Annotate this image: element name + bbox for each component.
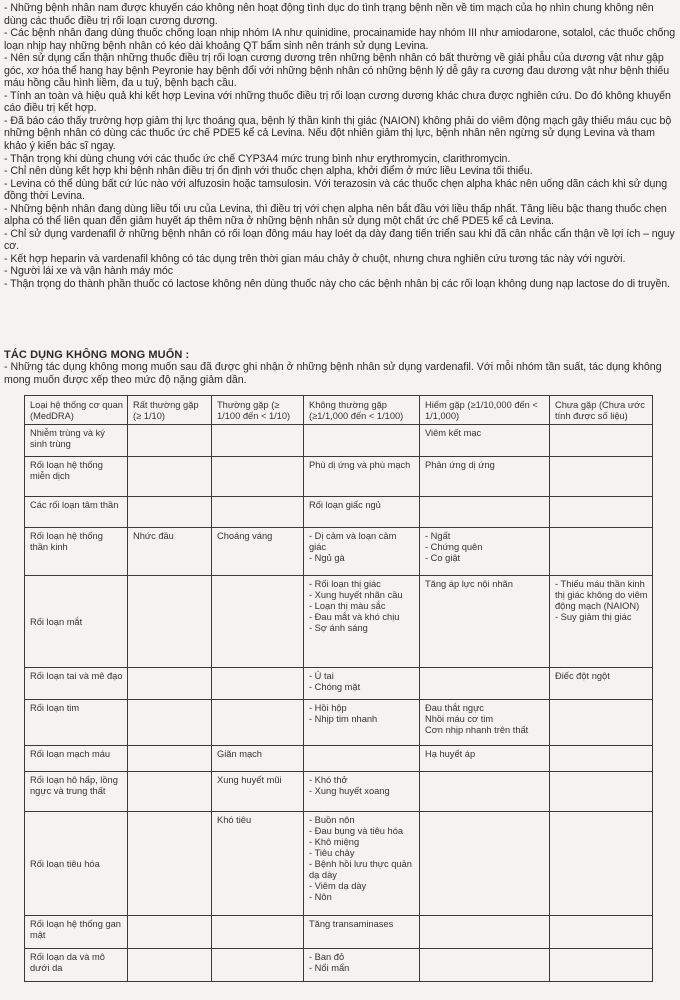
effect-item: Phản ứng dị ứng (425, 460, 495, 470)
precaution-paragraph: - Những bệnh nhân nam được khuyến cáo không nên hoạt động tình dục do tình trạng bệnh nền về tim mạch của họ nhìn chung không nên dùng các thuốc điều trị rối loạn cương dương. (4, 2, 654, 27)
common-cell (212, 576, 304, 668)
common-cell (212, 949, 304, 982)
table-row (25, 746, 653, 772)
organ-class-cell: Rối loạn hệ thống thần kinh (25, 528, 128, 576)
table-row (25, 668, 653, 700)
rare-cell (420, 425, 550, 457)
unknown-cell (550, 528, 653, 576)
common-cell (212, 916, 304, 949)
very-common-cell (128, 949, 212, 982)
effect-item: Rối loạn giấc ngủ (309, 500, 381, 510)
effect-item: Phù dị ứng và phù mạch (309, 460, 411, 470)
precaution-paragraph: - Tính an toàn và hiệu quả khi kết hợp Levina với những thuốc điều trị rối loạn cương dương khác chưa được nghiên cứu. Do đó không khuyến cáo điều trị kết hợp. (4, 89, 671, 115)
common-cell (212, 772, 304, 812)
organ-class-cell: Rối loạn hệ thống miễn dịch (25, 457, 128, 497)
common-cell (212, 700, 304, 746)
effect-item: - Rối loạn thị giác (309, 579, 381, 589)
effect-item: Nhồi máu cơ tim (425, 714, 494, 724)
effect-item: Cơn nhịp nhanh trên thất (425, 725, 529, 735)
effect-item: Khó tiêu (217, 815, 252, 825)
unknown-cell (550, 497, 653, 528)
effect-item: - Chóng mặt (309, 682, 361, 692)
precaution-paragraph: - Thận trọng khi dùng chung với các thuốc ức chế CYP3A4 mức trung bình như erythromycin, clarithromycin. (4, 152, 511, 165)
rare-cell (420, 497, 550, 528)
effect-item: Nhức đầu (133, 531, 174, 541)
section-title: TÁC DỤNG KHÔNG MONG MUỐN : (4, 349, 190, 361)
uncommon-cell (304, 425, 420, 457)
table-row (25, 700, 653, 746)
unknown-cell (550, 425, 653, 457)
unknown-cell (550, 668, 653, 700)
effect-item: - Đau mắt và khó chịu (309, 612, 400, 622)
rare-cell (420, 916, 550, 949)
table-row (25, 528, 653, 576)
organ-class-cell: Rối loạn da và mô dưới da (25, 949, 128, 982)
section-intro: - Những tác dụng không mong muốn sau đã được ghi nhận ở những bệnh nhân sử dụng vardenafil. Với mỗi nhóm tần suất, tác dụng không mong muốn được xếp theo mức độ nặng giảm dần. (4, 361, 662, 386)
effect-item: - Sợ ánh sáng (309, 623, 368, 633)
common-cell (212, 425, 304, 457)
header-uncommon: Không thường gặp (≥1/1,000 đến < 1/100) (304, 396, 420, 425)
effect-item: Hạ huyết áp (425, 749, 476, 759)
very-common-cell (128, 457, 212, 497)
effect-item: - Đau bụng và tiêu hóa (309, 826, 404, 836)
effect-item: - Dị cảm và loạn cảm giác (309, 531, 397, 552)
effect-item: Xung huyết mũi (217, 775, 282, 785)
rare-cell (420, 746, 550, 772)
unknown-cell (550, 949, 653, 982)
effect-item: Tăng áp lực nội nhãn (425, 579, 513, 589)
precaution-paragraph: - Nên sử dụng cẩn thận những thuốc điều trị rối loạn cương dương trên những bệnh nhân có bất thường về giải phẫu của dương vật như gập góc, xơ hóa thể hang hay bệnh Peyronie hay bệnh đổi với những bệnh nhân có những bệnh lý dễ gây ra cương đau dương vật như bệnh thiếu máu hồng cầu hình liềm, đa u tuỷ, bệnh bạch cầu. (4, 52, 670, 90)
organ-class-cell: Nhiễm trùng và ký sinh trùng (25, 425, 128, 457)
effect-item: - Chứng quên (425, 542, 483, 552)
header-unknown: Chưa gặp (Chưa ước tính được số liệu) (550, 396, 653, 425)
effect-item: - Loạn thị màu sắc (309, 601, 386, 611)
very-common-cell (128, 668, 212, 700)
organ-class-cell: Rối loạn tai và mê đạo (25, 668, 128, 700)
effect-item: Giãn mạch (217, 749, 262, 759)
precaution-paragraph: - Những bệnh nhân đang dùng liều tối ưu của Levina, thì điều trị với chẹn alpha nên bắt đầu với liều thấp nhất. Tăng liều bậc thang thuốc chẹn alpha có thể liên quan đến giảm huyết áp thêm nữa ở những bệnh nhân sử dụng một chất ức chế PDE5 kể cả Levina. (4, 202, 667, 228)
organ-class-cell: Các rối loạn tâm thần (25, 497, 128, 528)
very-common-cell (128, 916, 212, 949)
table-row (25, 425, 653, 457)
common-cell (212, 457, 304, 497)
precaution-paragraph: - Các bệnh nhân đang dùng thuốc chống loạn nhịp nhóm IA như quinidine, procainamide hay nhóm III như amiodarone, sotalol, các thuốc chống loạn nhịp hay những bệnh nhân có kéo dài khoảng QT bẩm sinh nên tránh sử dụng Levina. (4, 27, 676, 52)
header-very-common: Rất thường gặp (≥ 1/10) (128, 396, 212, 425)
precaution-paragraph: - Levina có thể dùng bất cứ lúc nào với alfuzosin hoặc tamsulosin. Với terazosin và các thuốc chẹn alpha khác nên uống dãn cách khi sử dụng đồng thời Levina. (4, 177, 668, 203)
unknown-cell (550, 812, 653, 916)
effect-item: - Tiêu chảy (309, 848, 355, 858)
common-cell (212, 812, 304, 916)
unknown-cell (550, 457, 653, 497)
effect-item: - Xung huyết xoang (309, 786, 390, 796)
uncommon-cell (304, 668, 420, 700)
effect-item: - Bệnh hồi lưu thực quản dạ dày (309, 859, 412, 880)
table-row (25, 949, 653, 982)
unknown-cell (550, 700, 653, 746)
effect-item: - Hồi hộp (309, 703, 347, 713)
effect-item: - Ngất (425, 531, 451, 541)
unknown-cell (550, 772, 653, 812)
table-header-row (25, 396, 653, 425)
effect-item: - Nhịp tim nhanh (309, 714, 378, 724)
very-common-cell (128, 772, 212, 812)
precaution-paragraph: - Thận trọng do thành phần thuốc có lactose không nên dùng thuốc này cho các bệnh nhân bị các rối loạn không dung nạp lactose do di truyền. (4, 278, 671, 291)
common-cell (212, 497, 304, 528)
organ-class-cell: Rối loạn tiêu hóa (25, 812, 128, 916)
rare-cell (420, 457, 550, 497)
uncommon-cell (304, 746, 420, 772)
uncommon-cell (304, 497, 420, 528)
table-row (25, 916, 653, 949)
very-common-cell (128, 812, 212, 916)
organ-class-cell: Rối loạn hệ thống gan mật (25, 916, 128, 949)
adverse-effects-table (24, 395, 653, 982)
unknown-cell (550, 916, 653, 949)
very-common-cell (128, 700, 212, 746)
effect-item: - Ngủ gà (309, 553, 345, 563)
table-row (25, 457, 653, 497)
rare-cell (420, 668, 550, 700)
effect-item: - Ù tai (309, 671, 334, 681)
uncommon-cell (304, 916, 420, 949)
organ-class-cell: Rối loạn tim (25, 700, 128, 746)
precaution-paragraph: - Chỉ sử dụng vardenafil ở những bệnh nhân có rối loạn đông máu hay loét dạ dày đang tiến triển sau khi đã cân nhắc cẩn thận về lợi ích – nguy cơ. (4, 227, 675, 253)
unknown-cell (550, 746, 653, 772)
very-common-cell (128, 497, 212, 528)
uncommon-cell (304, 457, 420, 497)
unknown-cell (550, 576, 653, 668)
rare-cell (420, 576, 550, 668)
precaution-paragraph: - Chỉ nên dùng kết hợp khi bệnh nhân điều trị ổn định với thuốc chẹn alpha, khởi điểm ở mức liều Levina tối thiểu. (4, 165, 533, 178)
rare-cell (420, 772, 550, 812)
precaution-paragraph: - Người lái xe và vận hành máy móc (4, 265, 173, 278)
very-common-cell (128, 425, 212, 457)
rare-cell (420, 700, 550, 746)
uncommon-cell (304, 528, 420, 576)
organ-class-cell: Rối loạn mắt (25, 576, 128, 668)
common-cell (212, 528, 304, 576)
table-row (25, 772, 653, 812)
table-row (25, 576, 653, 668)
common-cell (212, 668, 304, 700)
effect-item: Đau thắt ngực (425, 703, 484, 713)
uncommon-cell (304, 576, 420, 668)
effect-item: - Nổi mẩn (309, 963, 350, 973)
uncommon-cell (304, 949, 420, 982)
effect-item: - Xung huyết nhãn cầu (309, 590, 403, 600)
table-row (25, 497, 653, 528)
header-organ-class: Loại hệ thống cơ quan (MedDRA) (25, 396, 128, 425)
table-body (25, 425, 653, 982)
header-common: Thường gặp (≥ 1/100 đến < 1/10) (212, 396, 304, 425)
uncommon-cell (304, 772, 420, 812)
effect-item: Viêm kết mạc (425, 428, 482, 438)
effect-item: - Viêm dạ dày (309, 881, 367, 891)
precaution-paragraph: - Kết hợp heparin và vardenafil không có tác dụng trên thời gian máu chảy ở chuột, nhưng chưa nghiên cứu tương tác này với người. (4, 252, 626, 265)
effect-item: - Khô miệng (309, 837, 360, 847)
precautions-list (4, 2, 678, 291)
table-row (25, 812, 653, 916)
organ-class-cell: Rối loạn mạch máu (25, 746, 128, 772)
effect-item: Choáng váng (217, 531, 273, 541)
effect-item: - Buồn nôn (309, 815, 355, 825)
uncommon-cell (304, 700, 420, 746)
uncommon-cell (304, 812, 420, 916)
common-cell (212, 746, 304, 772)
effect-item: - Thiếu máu thần kinh thị giác không do viêm động mạch (NAION) (555, 579, 648, 611)
effect-item: - Khó thở (309, 775, 348, 785)
effect-item: Điếc đột ngột (555, 671, 610, 681)
precaution-paragraph: - Đã báo cáo thấy trường hợp giảm thị lực thoáng qua, bệnh lý thần kinh thị giác (NAION) không phải do viêm động mạch gây thiếu máu cục bộ những bệnh nhân có dùng các thuốc ức chế PDE5 kể cả Levina. Nếu đột nhiên giảm thị lực, bệnh nhân nên ngừng sử dụng Levina và tham khảo ý kiến bác sĩ ngay. (4, 114, 672, 153)
very-common-cell (128, 576, 212, 668)
effect-item: Tăng transaminases (309, 919, 394, 929)
organ-class-cell: Rối loạn hô hấp, lồng ngực và trung thất (25, 772, 128, 812)
effect-item: - Co giật (425, 553, 461, 563)
effect-item: - Nôn (309, 892, 332, 902)
effect-item: - Suy giảm thị giác (555, 612, 632, 622)
very-common-cell (128, 746, 212, 772)
rare-cell (420, 812, 550, 916)
header-rare: Hiếm gặp (≥1/10,000 đến < 1/1,000) (420, 396, 550, 425)
rare-cell (420, 949, 550, 982)
rare-cell (420, 528, 550, 576)
very-common-cell (128, 528, 212, 576)
effect-item: - Ban đỏ (309, 952, 345, 962)
